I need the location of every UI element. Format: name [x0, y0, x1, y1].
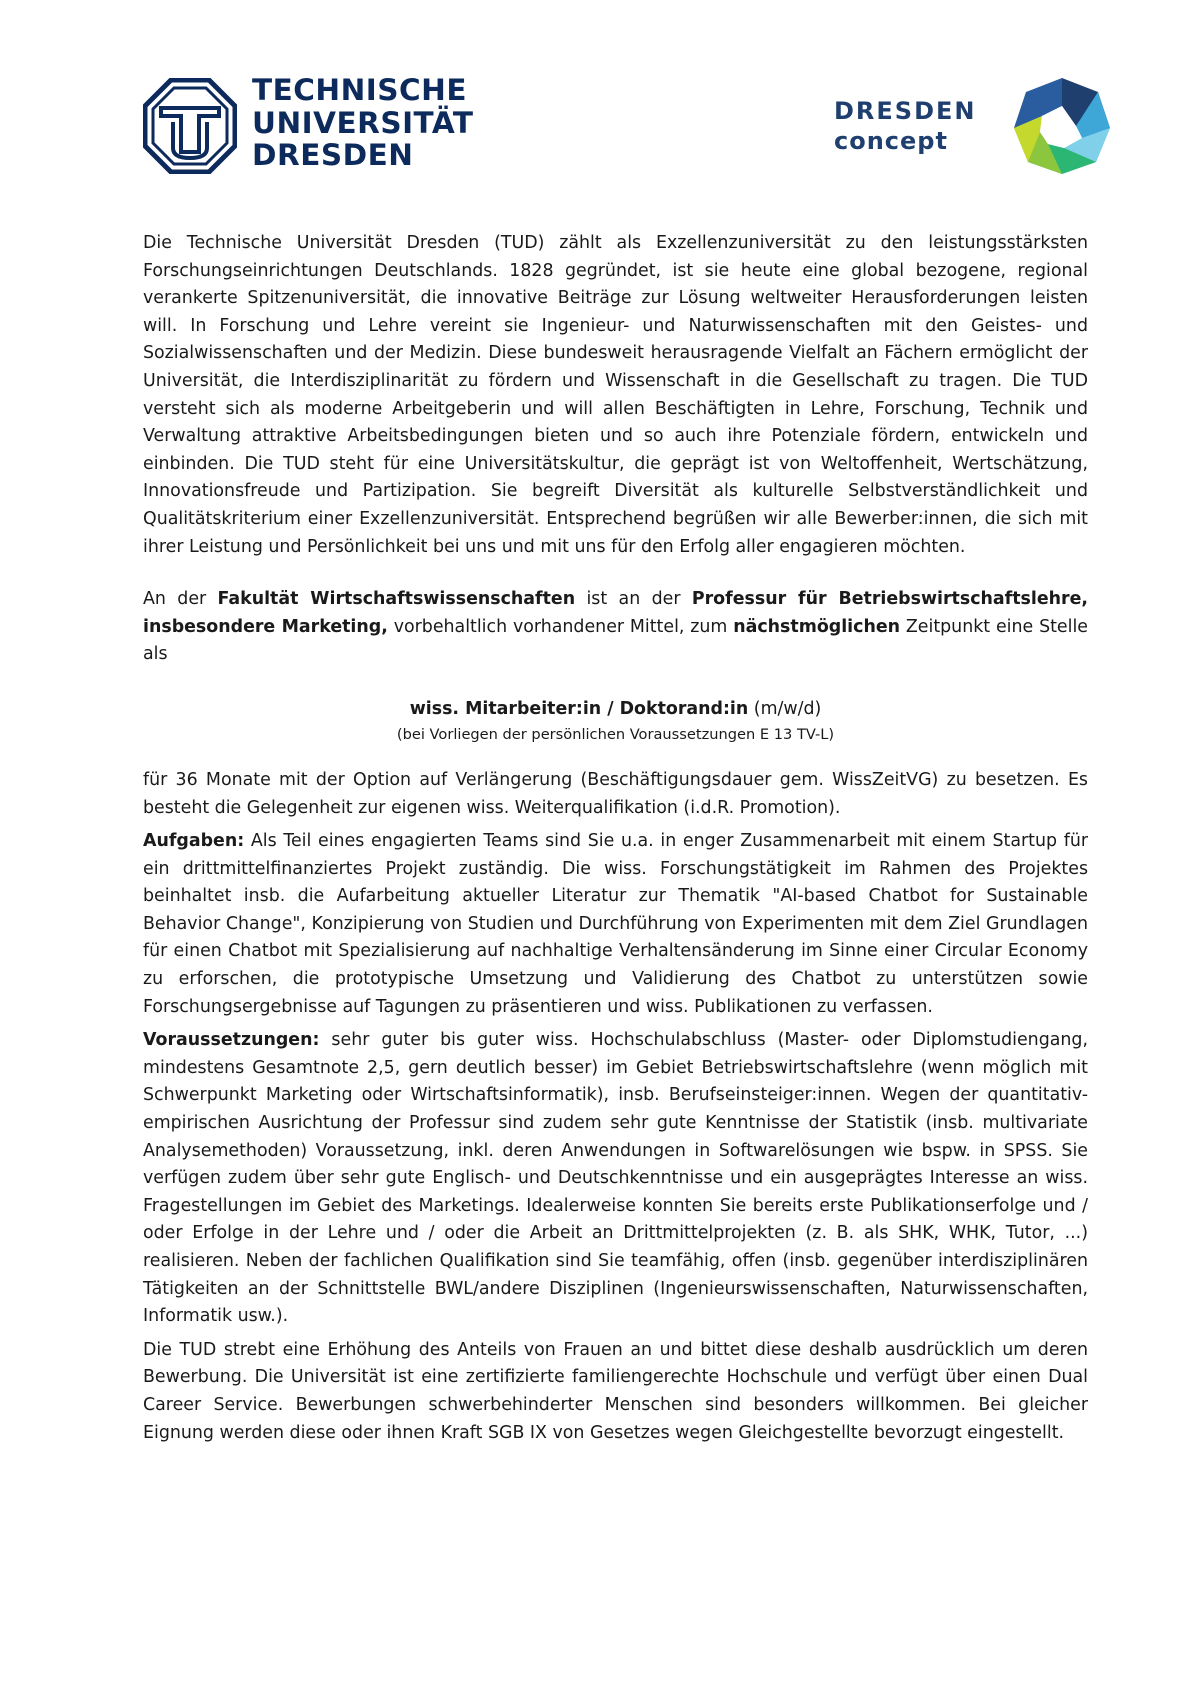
dresden-concept-logo [834, 76, 1112, 180]
tud-emblem-icon [143, 78, 237, 174]
offer-text-3: vorbehaltlich vorhandener Mittel, zum [387, 616, 734, 637]
position-gender: (m/w/d) [748, 698, 822, 719]
tud-wordmark [252, 74, 492, 172]
tasks-label: Aufgaben: [143, 831, 245, 852]
tud-logo [143, 73, 483, 176]
dresden-concept-wordmark [834, 96, 977, 156]
requirements-paragraph [143, 1027, 1088, 1331]
offer-paragraph [143, 586, 1088, 669]
tasks-text: Als Teil eines engagierten Teams sind Sie u.a. in enger Zusammenarbeit mit einem Startup für ein drittmittelfinanziertes Projekt zuständig. Die wiss. Forschungstätigkeit im Rahmen des Projektes beinhaltet insb. die Aufarbeitung aktueller Literatur zur Thematik "AI-based Chatbot for Sustainable Behavior Change", Konzipierung von Studien und Durchführung von Experimenten mit dem Ziel Grundlagen für einen Chatbot mit Spezialisierung auf nachhaltige Verhaltensänderung im Sinne einer Circular Economy zu erforschen, die prototypische Umsetzung und Validierung des Chatbot zu unterstützen sowie Forschungsergebnisse auf Tagungen zu präsentieren und wiss. Publikationen zu verfassen. [143, 831, 1088, 1017]
position-title [143, 696, 1088, 723]
dresden-concept-emblem-icon [1012, 76, 1112, 176]
requirements-text: sehr guter bis guter wiss. Hochschulabschluss (Master- oder Diplomstudiengang, mindestens Gesamtnote 2,5, gern deutlich besser) im Gebiet Betriebswirtschaftslehre (wenn möglich mit Schwerpunkt Marketing oder Wirtschaftsinformatik), insb. Berufseinsteiger:innen. Wegen der quantitativ-empirischen Ausrichtung der Professur sind zudem sehr gute Kenntnisse der Statistik (insb. multivariate Analysemethoden) Voraussetzung, inkl. deren Anwendungen in Softwarelösungen wie bspw. in SPSS. Sie verfügen zudem über sehr gute Englisch- und Deutschkenntnisse und ein ausgeprägtes Interesse an wiss. Fragestellungen im Gebiet des Marketings. Idealerweise konnten Sie bereits erste Publikationserfolge und / oder Erfolge in der Lehre und / oder die Arbeit an Drittmittelprojekten (z. B. als SHK, WHK, Tutor, ...) realisieren. Neben der fachlichen Qualifikation sind Sie teamfähig, offen (insb. gegenüber interdisziplinären Tätigkeiten an der Schnittstelle BWL/andere Disziplinen (Ingenieurswissenschaften, Naturwissenschaften, Informatik usw.). [143, 1030, 1088, 1327]
intro-paragraph: Die Technische Universität Dresden (TUD) zählt als Exzellenzuniversität zu den leistungsstärksten Forschungseinrichtungen Deutschlands. 1828 gegründet, ist sie heute eine global bezogene, regional verankerte Spitzenuniversität, die innovative Beiträge zur Lösung weltweiter Herausforderungen leisten will. In Forschung und Lehre vereint sie Ingenieur- und Naturwissenschaften mit den Geistes- und Sozialwissenschaften und der Medizin. Diese bundesweit herausragende Vielfalt an Fächern ermöglicht der Universität, die Interdisziplinarität zu fördern und Wissenschaft in die Gesellschaft zu tragen. Die TUD versteht sich als moderne Arbeitgeberin und will allen Beschäftigten in Lehre, Forschung, Technik und Verwaltung attraktive Arbeitsbedingungen bieten und so auch ihre Potenziale fördern, entwickeln und einbinden. Die TUD steht für eine Universitätskultur, die geprägt ist von Weltoffenheit, Wertschätzung, Innovationsfreude und Partizipation. Sie begreift Diversität als kulturelle Selbstverständlichkeit und Qualitätskriterium einer Exzellenzuniversität. Entsprechend begrüßen wir alle Bewerber:innen, die sich mit ihrer Leistung und Persönlichkeit bei uns und mit uns für den Erfolg aller engagieren möchten. [143, 233, 1088, 557]
position-title-block [143, 696, 1088, 747]
offer-text-2: ist an der [575, 589, 692, 610]
faculty-name: Fakultät Wirtschaftswissenschaften [217, 589, 576, 610]
requirements-label: Voraussetzungen: [143, 1030, 320, 1051]
position-title-text: wiss. Mitarbeiter:in / Doktorand:in [409, 698, 749, 719]
offer-text-4: Zeitpunkt eine Stelle als [143, 616, 1088, 665]
position-salary-note: (bei Vorliegen der persönlichen Voraussetzungen E 13 TV-L) [396, 725, 835, 743]
page-header [143, 73, 1112, 180]
equality-paragraph: Die TUD strebt eine Erhöhung des Anteils von Frauen an und bittet diese deshalb ausdrücklich um deren Bewerbung. Die Universität ist eine zertifizierte familiengerechte Hochschule und verfügt über einen Dual Career Service. Bewerbungen schwerbehinderter Menschen sind besonders willkommen. Bei gleicher Eignung werden diese oder ihnen Kraft SGB IX von Gesetzes wegen Gleichgestellte bevorzugt eingestellt. [143, 1339, 1088, 1443]
start-date: nächstmöglichen [733, 616, 901, 637]
posting-body [143, 230, 1088, 1453]
dresden-concept-line2: concept [834, 127, 948, 155]
duration-paragraph: für 36 Monate mit der Option auf Verlängerung (Beschäftigungsdauer gem. WissZeitVG) zu besetzen. Es besteht die Gelegenheit zur eigenen wiss. Weiterqualifikation (i.d.R. Promotion). [143, 769, 1088, 818]
tud-wordmark-line2: UNIVERSITÄT [252, 105, 474, 140]
tasks-paragraph [143, 828, 1088, 1021]
offer-text-1: An der [143, 589, 218, 610]
tud-wordmark-line3: DRESDEN [252, 138, 414, 172]
chair-name: Professur für Betriebswirtschaftslehre, insbesondere Marketing, [143, 589, 1088, 637]
tud-wordmark-line1: TECHNISCHE [252, 73, 468, 107]
dresden-concept-line1: DRESDEN [834, 97, 977, 125]
